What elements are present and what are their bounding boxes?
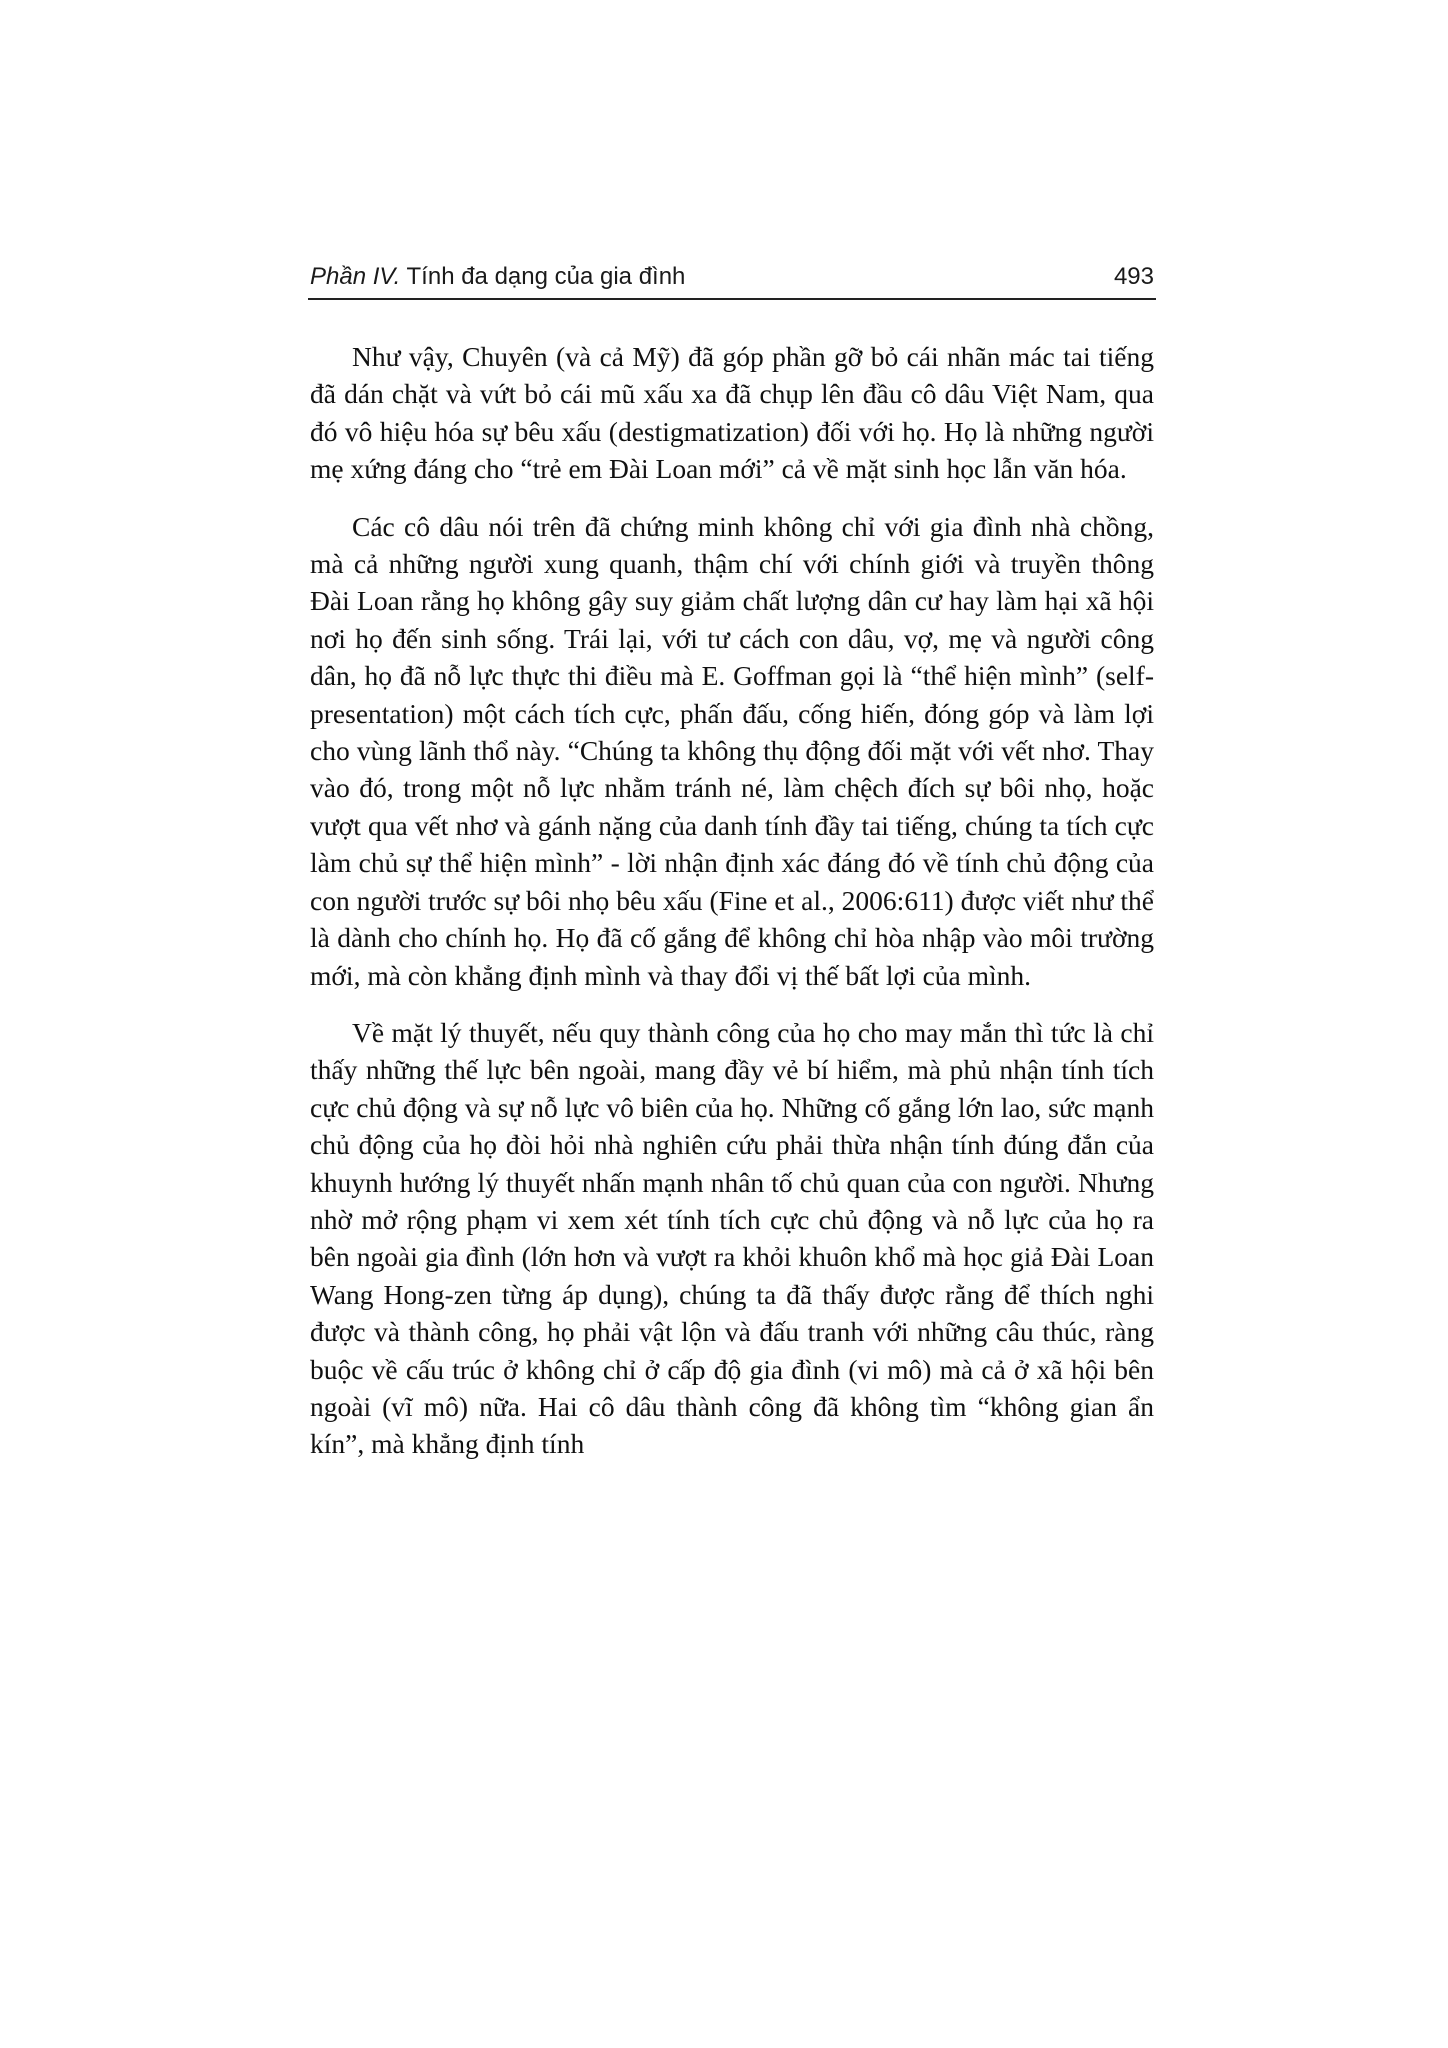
paragraph-3: Về mặt lý thuyết, nếu quy thành công của họ cho may mắn thì tức là chỉ thấy những thế lực bên ngoài, mang đầy vẻ bí hiểm, mà phủ nhận tính tích cực chủ động và sự nỗ lực vô biên của họ. Những cố gắng lớn lao, sức mạnh chủ động của họ đòi hỏi nhà nghiên cứu phải thừa nhận tính đúng đắn của khuynh hướng lý thuyết nhấn mạnh nhân tố chủ quan của con người. Nhưng nhờ mở rộng phạm vi xem xét tính tích cực chủ động và nỗ lực của họ ra bên ngoài gia đình (lớn hơn và vượt ra khỏi khuôn khổ mà học giả Đài Loan Wang Hong-zen từng áp dụng), chúng ta đã thấy được rằng để thích nghi được và thành công, họ phải vật lộn và đấu tranh với những câu thúc, ràng buộc về cấu trúc ở không chỉ ở cấp độ gia đình (vi mô) mà cả ở xã hội bên ngoài (vĩ mô) nữa. Hai cô dâu thành công đã không tìm “không gian ẩn kín”, mà khẳng định tính bbox=[310, 1016, 1154, 1460]
chapter-title bbox=[310, 262, 685, 292]
page-number: 493 bbox=[1113, 263, 1154, 290]
part-label: Phần IV. bbox=[310, 263, 401, 290]
paragraph-1: Như vậy, Chuyên (và cả Mỹ) đã góp phần gỡ bỏ cái nhãn mác tai tiếng đã dán chặt và vứt bỏ cái mũ xấu xa đã chụp lên đầu cô dâu Việt Nam, qua đó vô hiệu hóa sự bêu xấu (destigmatization) đối với họ. Họ là những người mẹ xứng đáng cho “trẻ em Đài Loan mới” cả về mặt sinh học lẫn văn hóa. bbox=[310, 341, 1154, 485]
body-text bbox=[310, 338, 1154, 1483]
chapter-name: Tính đa dạng của gia đình bbox=[400, 263, 686, 290]
paragraph-2: Các cô dâu nói trên đã chứng minh không chỉ với gia đình nhà chồng, mà cả những người xung quanh, thậm chí với chính giới và truyền thông Đài Loan rằng họ không gây suy giảm chất lượng dân cư hay làm hại xã hội nơi họ đến sinh sống. Trái lại, với tư cách con dâu, vợ, mẹ và người công dân, họ đã nỗ lực thực thi điều mà E. Goffman gọi là “thể hiện mình” (self-presentation) một cách tích cực, phấn đấu, cống hiến, đóng góp và làm lợi cho vùng lãnh thổ này. “Chúng ta không thụ động đối mặt với vết nhơ. Thay vào đó, trong một nỗ lực nhằm tránh né, làm chệch đích sự bôi nhọ, hoặc vượt qua vết nhơ và gánh nặng của danh tính đầy tai tiếng, chúng ta tích cực làm chủ sự thể hiện mình” - lời nhận định xác đáng đó về tính chủ động của con người trước sự bôi nhọ bêu xấu (Fine et al., 2006:611) được viết như thể là dành cho chính họ. Họ đã cố gắng để không chỉ hòa nhập vào môi trường mới, mà còn khẳng định mình và thay đổi vị thế bất lợi của mình. bbox=[310, 510, 1154, 991]
running-header bbox=[308, 262, 1156, 300]
